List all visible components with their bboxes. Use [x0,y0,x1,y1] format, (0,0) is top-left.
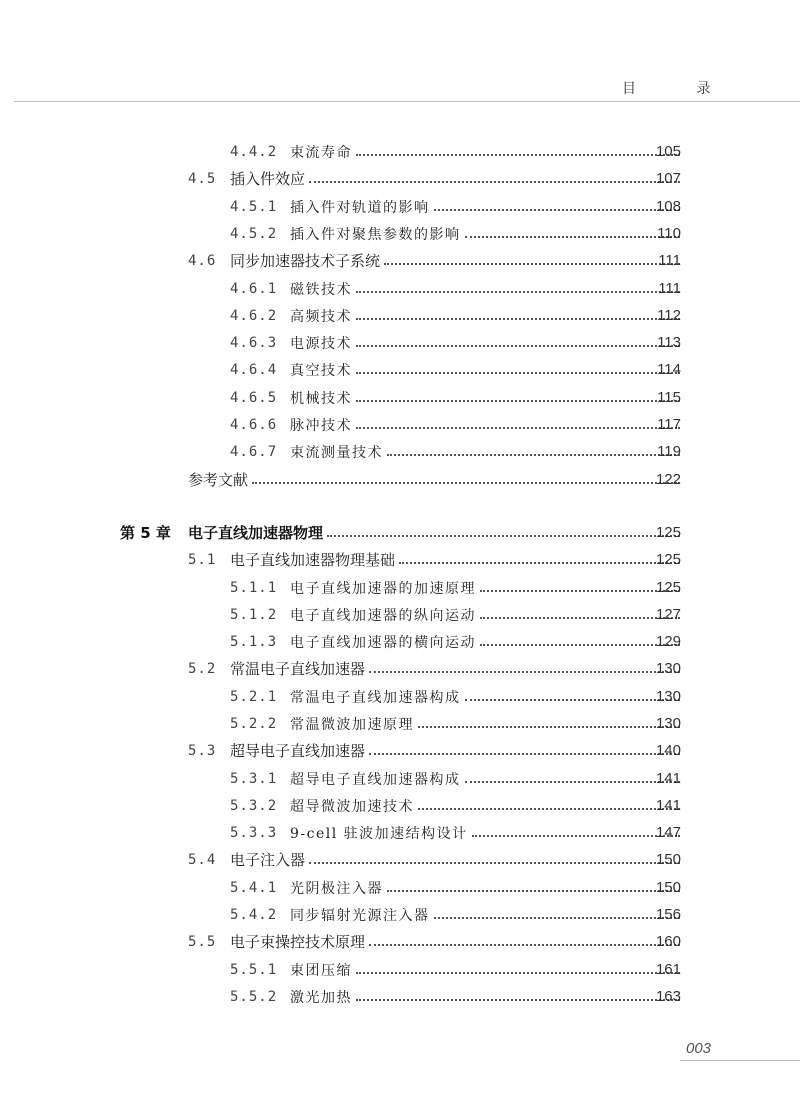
toc-entry-page: 147 [655,824,681,841]
toc-entry[interactable] [0,928,800,955]
toc-entry-page: 114 [657,361,681,378]
toc-entry-title-wrap [290,306,680,326]
toc-entry-title: 真空技术 [290,360,356,380]
toc-entry-page: 125 [655,579,681,596]
toc-entry-title-wrap [230,849,680,870]
toc-entry[interactable] [0,737,800,764]
toc-dot-leader [434,917,681,919]
toc-entry[interactable] [0,329,800,356]
toc-entry-number: 5.4.2 [230,906,278,923]
toc-entry-number: 5.3.1 [230,770,278,787]
toc-entry-page: 127 [655,606,681,623]
toc-entry-number: 5.4 [188,851,217,868]
toc-entry-title: 同步辐射光源注入器 [290,905,434,925]
toc-entry-number: 5.2 [188,660,217,677]
toc-entry-title-wrap [290,333,680,353]
toc-entry-title-wrap [290,197,680,217]
toc-entry[interactable] [0,655,800,682]
toc-entry-title-wrap [290,605,680,625]
toc-dot-leader [369,753,680,755]
toc-entry-number: 5.2.1 [230,688,278,705]
toc-entry-page: 150 [655,851,681,868]
toc-entry[interactable] [0,302,800,329]
toc-dot-leader [356,372,680,374]
toc-entry-title: 脉冲技术 [290,415,356,435]
toc-entry[interactable] [0,519,800,546]
toc-entry-number: 5.1.2 [230,606,278,623]
toc-entry[interactable] [0,792,800,819]
toc-entry-page: 141 [655,797,681,814]
toc-entry[interactable] [0,683,800,710]
toc-entry-page: 130 [655,688,681,705]
toc-entry-title-wrap [290,987,680,1007]
toc-dot-leader [356,400,680,402]
toc-entry-title-wrap [290,415,680,435]
toc-entry-page: 108 [655,198,681,215]
toc-entry-title: 电子直线加速器物理 [188,522,327,543]
toc-dot-leader [369,671,680,673]
toc-entry-title-wrap [290,823,680,843]
running-header-title: 目 录 [622,81,739,97]
toc-dot-leader [356,345,680,347]
toc-dot-leader [480,590,680,592]
toc-entry[interactable] [0,901,800,928]
toc-entry-number: 4.6.7 [230,443,278,460]
toc-entry-title-wrap [290,142,680,162]
toc-dot-leader [356,972,680,974]
toc-entry-title: 插入件效应 [230,168,309,189]
toc-dot-leader [356,154,680,156]
toc-entry-number: 4.5.2 [230,225,278,242]
toc-entry-number: 5.5 [188,933,217,950]
toc-entry-page: 125 [655,524,681,541]
toc-dot-leader [399,562,680,564]
toc-entry-title-wrap [188,522,680,543]
toc-entry-title-wrap [290,796,680,816]
footer-rule [680,1060,800,1061]
toc-dot-leader [327,535,680,537]
toc-entry-number: 5.5.1 [230,961,278,978]
toc-entry-number: 4.6.6 [230,416,278,433]
toc-entry-page: 156 [655,906,681,923]
toc-entry-title: 束团压缩 [290,960,356,980]
toc-entry[interactable] [0,275,800,302]
toc-entry[interactable] [0,384,800,411]
toc-dot-leader [356,427,680,429]
toc-entry-title-wrap [290,960,680,980]
toc-entry-title-wrap [290,388,680,408]
toc-entry-title-wrap [290,360,680,380]
toc-entry[interactable] [0,819,800,846]
toc-entry[interactable] [0,710,800,737]
toc-entry[interactable] [0,983,800,1010]
toc-entry-title-wrap [230,549,680,570]
toc-entry[interactable] [0,765,800,792]
toc-entry-title: 参考文献 [188,469,252,490]
toc-entry-number: 5.3.3 [230,824,278,841]
toc-dot-leader [309,181,680,183]
toc-entry-title: 插入件对轨道的影响 [290,197,434,217]
toc-entry-title: 9-cell 驻波加速结构设计 [290,823,472,843]
toc-entry-page: 141 [655,770,681,787]
toc-entry-number: 4.5 [188,170,217,187]
toc-entry-title-wrap [230,250,680,271]
toc-entry-title-wrap [290,878,680,898]
toc-dot-leader [252,482,680,484]
toc-entry-page: 130 [655,715,681,732]
toc-dot-leader [418,726,680,728]
toc-entry[interactable] [0,138,800,165]
toc-entry-title: 机械技术 [290,388,356,408]
header-rule [14,101,800,102]
toc-entry-title-wrap [290,714,680,734]
toc-entry[interactable] [0,546,800,573]
toc-entry-page: 119 [657,443,681,460]
toc-entry-number: 5.1 [188,551,217,568]
toc-entry-page: 111 [658,280,681,297]
toc-entry-number: 5.1.3 [230,633,278,650]
toc-entry-title-wrap [230,168,680,189]
toc-entry-number: 4.6 [188,252,217,269]
toc-entry-title: 电子注入器 [230,849,309,870]
toc-entry-title: 常温微波加速原理 [290,714,418,734]
toc-entry[interactable] [0,574,800,601]
toc-entry-title-wrap [290,442,680,462]
toc-dot-leader [384,263,680,265]
toc-entry-number: 4.6.1 [230,280,278,297]
toc-entry-title: 超导电子直线加速器构成 [290,769,465,789]
toc-entry-number: 4.6.5 [230,389,278,406]
toc-entry-title: 电子束操控技术原理 [230,931,369,952]
toc-dot-leader [480,644,680,646]
toc-entry-title: 激光加热 [290,987,356,1007]
toc-entry[interactable] [0,874,800,901]
toc-dot-leader [356,999,680,1001]
toc-entry-title: 常温电子直线加速器 [230,658,369,679]
toc-entry-number: 4.6.3 [230,334,278,351]
toc-dot-leader [465,781,681,783]
toc-entry-title: 插入件对聚焦参数的影响 [290,224,465,244]
toc-entry-title: 常温电子直线加速器构成 [290,687,465,707]
toc-entry-page: 115 [657,389,681,406]
toc-dot-leader [387,454,680,456]
toc-entry-title: 超导微波加速技术 [290,796,418,816]
toc-entry-page: 163 [655,988,681,1005]
toc-entry-title: 磁铁技术 [290,279,356,299]
toc-dot-leader [356,318,680,320]
toc-entry-page: 117 [657,416,681,433]
toc-entry[interactable] [0,956,800,983]
toc-dot-leader [418,808,680,810]
toc-entry-page: 122 [655,471,681,488]
toc-entry-page: 111 [658,252,681,269]
toc-entry-title-wrap [230,740,680,761]
toc-dot-leader [387,890,680,892]
toc-entry-number: 5.2.2 [230,715,278,732]
toc-entry-title: 电子直线加速器的横向运动 [290,632,480,652]
toc-entry-title: 束流测量技术 [290,442,387,462]
toc-entry-number: 5.3 [188,742,217,759]
toc-entry-page: 107 [655,170,681,187]
toc-dot-leader [472,835,680,837]
toc-entry-title-wrap [290,632,680,652]
toc-entry-page: 113 [657,334,681,351]
toc-entry-number: 4.6.4 [230,361,278,378]
toc-entry-title: 电子直线加速器的加速原理 [290,578,480,598]
toc-dot-leader [465,699,681,701]
toc-entry[interactable] [0,846,800,873]
toc-entry-number: 4.4.2 [230,143,278,160]
toc-dot-leader [434,209,681,211]
toc-entry-page: 129 [655,633,681,650]
toc-dot-leader [465,236,681,238]
toc-entry-title: 光阴极注入器 [290,878,387,898]
toc-entry-page: 160 [655,933,681,950]
toc-entry[interactable] [0,356,800,383]
page-number: 003 [686,1040,712,1057]
toc-entry-title-wrap [290,224,680,244]
toc-dot-leader [369,944,680,946]
toc-entry-title-wrap [290,279,680,299]
toc-entry-title: 电子直线加速器物理基础 [230,549,399,570]
toc-entry[interactable] [0,438,800,465]
toc-entry-page: 161 [655,961,681,978]
toc-entry[interactable] [0,411,800,438]
toc-entry-title: 同步加速器技术子系统 [230,250,384,271]
toc-entry-page: 140 [655,742,681,759]
toc-entry-number: 4.6.2 [230,307,278,324]
toc-entry[interactable] [0,247,800,274]
toc-entry-title: 束流寿命 [290,142,356,162]
toc-entry-page: 150 [655,879,681,896]
toc-entry-number: 5.4.1 [230,879,278,896]
toc-entry-title-wrap [230,931,680,952]
toc-entry[interactable] [0,601,800,628]
toc-entry-title-wrap [230,658,680,679]
toc-entry-number: 5.1.1 [230,579,278,596]
toc-entry[interactable] [0,220,800,247]
toc-entry-title-wrap [290,687,680,707]
toc-entry-title-wrap [290,905,680,925]
toc-entry-title-wrap [188,469,680,490]
toc-dot-leader [480,617,680,619]
toc-entry-title-wrap [290,769,680,789]
toc-entry-title-wrap [290,578,680,598]
toc-entry[interactable] [0,193,800,220]
toc-entry-title: 电源技术 [290,333,356,353]
toc-entry-title: 电子直线加速器的纵向运动 [290,605,480,625]
toc-entry-page: 105 [655,143,681,160]
toc-entry-page: 112 [657,307,681,324]
toc-dot-leader [356,291,680,293]
toc-entry-number: 4.5.1 [230,198,278,215]
toc-dot-leader [309,862,680,864]
toc-entry-page: 125 [655,551,681,568]
toc-entry-page: 110 [657,225,681,242]
toc-entry-number: 第 5 章 [120,524,171,542]
toc-entry-title: 超导电子直线加速器 [230,740,369,761]
toc-entry-number: 5.5.2 [230,988,278,1005]
toc-entry[interactable] [0,165,800,192]
toc-entry-number: 5.3.2 [230,797,278,814]
toc-entry-page: 130 [655,660,681,677]
toc-entry[interactable] [0,628,800,655]
toc-entry-title: 高频技术 [290,306,356,326]
toc-entry[interactable] [0,466,800,493]
